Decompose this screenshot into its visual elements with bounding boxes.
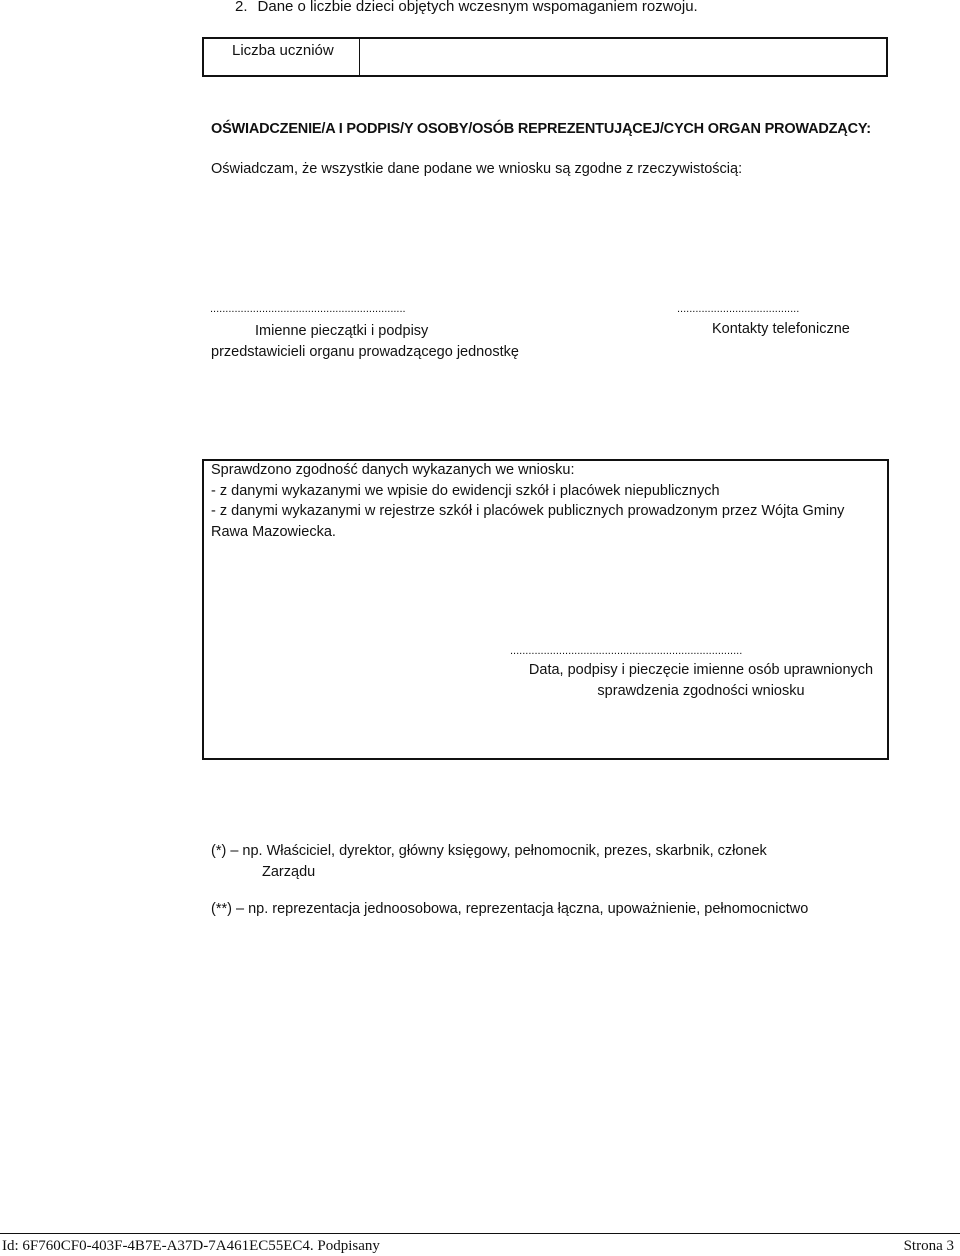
declaration-title: OŚWIADCZENIE/A I PODPIS/Y OSOBY/OSÓB REPREZENTUJĄCEJ/CYCH ORGAN PROWADZĄCY: bbox=[211, 121, 871, 137]
section-title: Dane o liczbie dzieci objętych wczesnym wspomaganiem rozwoju. bbox=[257, 0, 698, 15]
verification-text bbox=[211, 460, 881, 542]
stamps-signatures-caption bbox=[211, 321, 541, 363]
section-heading bbox=[235, 0, 698, 15]
stamps-caption-line1: Imienne pieczątki i podpisy bbox=[255, 323, 429, 339]
section-number: 2. bbox=[235, 0, 248, 15]
student-count-table bbox=[202, 37, 888, 77]
verification-signature-caption bbox=[515, 660, 887, 702]
signature-line-left: ................................................................ bbox=[210, 303, 406, 315]
signature-line-right: ........................................ bbox=[677, 303, 800, 315]
footer-divider bbox=[0, 1233, 960, 1234]
verification-signature-line: ............................................................................ bbox=[510, 645, 743, 657]
verification-item-2: - z danymi wykazanymi w rejestrze szkół i placówek publicznych prowadzonym przez Wójta Gminy Rawa Mazowiecka. bbox=[211, 503, 845, 540]
declaration-text: Oświadczam, że wszystkie dane podane we wniosku są zgodne z rzeczywistością: bbox=[211, 161, 743, 177]
verification-heading: Sprawdzono zgodność danych wykazanych we wniosku: bbox=[211, 462, 575, 478]
page-number: Strona 3 bbox=[903, 1238, 954, 1254]
verification-item-1: - z danymi wykazanymi we wpisie do ewidencji szkół i placówek niepublicznych bbox=[211, 482, 720, 499]
footnote-1 bbox=[211, 841, 767, 883]
verification-caption-line1: Data, podpisy i pieczęcie imienne osób uprawnionych bbox=[528, 662, 874, 678]
footnote-1-continuation: Zarządu bbox=[262, 864, 316, 880]
verification-caption-line2: sprawdzenia zgodności wniosku bbox=[597, 683, 805, 699]
phone-contacts-caption: Kontakty telefoniczne bbox=[712, 321, 850, 337]
footnote-1-text: (*) – np. Właściciel, dyrektor, główny księgowy, pełnomocnik, prezes, skarbnik, członek bbox=[211, 843, 767, 859]
footnote-2: (**) – np. reprezentacja jednoosobowa, reprezentacja łączna, upoważnienie, pełnomocnictwo bbox=[211, 901, 809, 917]
document-id: Id: 6F760CF0-403F-4B7E-A37D-7A461EC55EC4. Podpisany bbox=[2, 1238, 380, 1254]
student-count-label: Liczba uczniów bbox=[204, 39, 360, 75]
stamps-caption-line2: przedstawicieli organu prowadzącego jednostkę bbox=[211, 344, 519, 360]
student-count-field[interactable] bbox=[360, 39, 886, 75]
